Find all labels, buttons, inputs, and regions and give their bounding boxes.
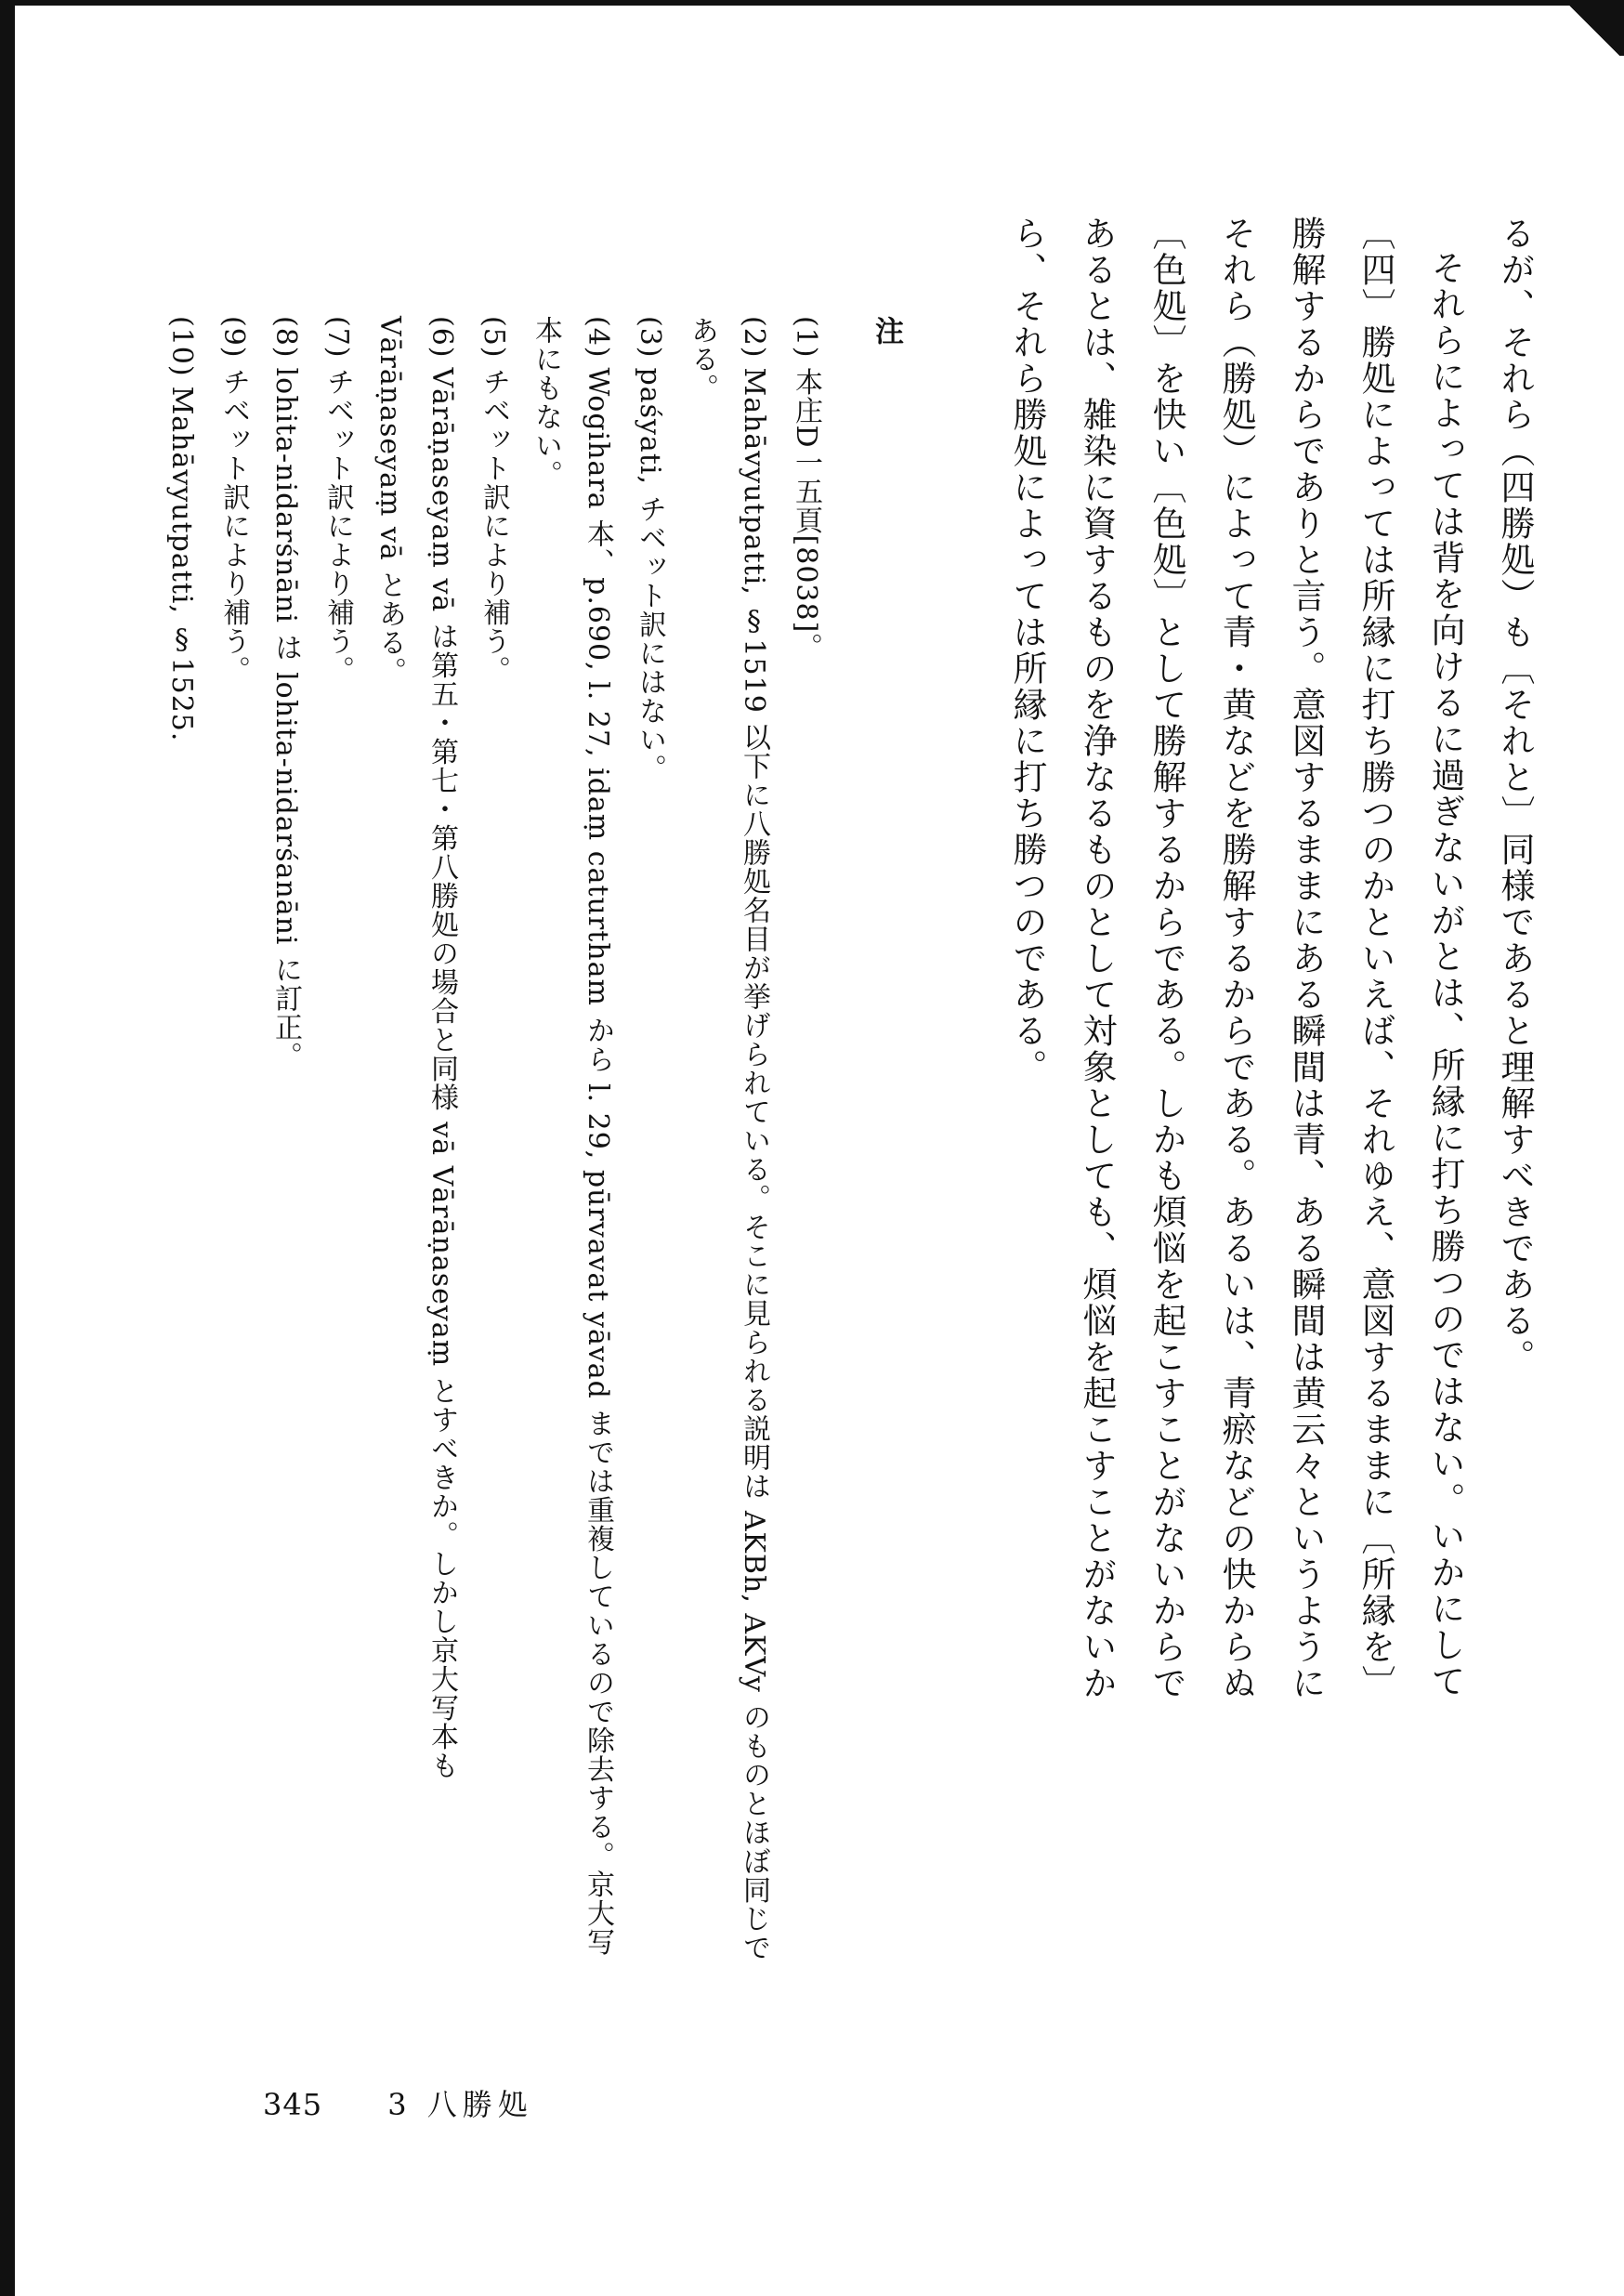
body-paragraph-2: それらによっては背を向けるに過ぎないがとは、所縁に打ち勝つのではない。いかにして〔四〕勝処によっては所縁に打ち勝つのかといえば、それゆえ、意図するままに〔所縁を〕勝解するからでありと言う。意図するままにある瞬間は青、ある瞬間は黄云々というようにそれら（勝処）によって青・黄などを勝解するからである。あるいは、青瘀などの快からぬ〔色処〕を快い〔色処〕として勝解するからである。しかも煩悩を起こすことがないからであるとは、雑染に資するものを浄なるものとして対象としても、煩悩を起こすことがないから、それら勝処によっては所縁に打ち勝つのである。 bbox=[1007, 216, 1465, 1701]
scan-edge-left bbox=[0, 0, 15, 2296]
note-text: 本庄D一五頁[8038]。 bbox=[790, 367, 822, 663]
note-number: (3) bbox=[634, 316, 666, 359]
note-number: (10) bbox=[165, 316, 198, 377]
note-10 bbox=[155, 316, 207, 1970]
note-2 bbox=[675, 316, 779, 1970]
note-3 bbox=[623, 316, 675, 1970]
note-1 bbox=[779, 316, 832, 1970]
note-text: Mahāvyutpatti, §1525. bbox=[165, 386, 198, 742]
note-7 bbox=[311, 316, 363, 1970]
note-number: (7) bbox=[321, 316, 354, 359]
note-text: チベット訳により補う。 bbox=[321, 367, 354, 685]
note-number: (6) bbox=[426, 316, 458, 359]
note-text: Vārāṇaseyaṃ vā は第五・第七・第八勝処の場合と同様 vā Vārāṇaseyaṃ とすべきか。しかし京大写本も Vārāṇaseyaṃ vā とある。 bbox=[373, 316, 458, 1780]
note-4 bbox=[519, 316, 623, 1970]
note-text: チベット訳により補う。 bbox=[478, 367, 510, 685]
note-number: (5) bbox=[478, 316, 510, 359]
scan-corner bbox=[1559, 0, 1624, 56]
note-text: paśyati, チベット訳にはない。 bbox=[634, 367, 666, 783]
page-number: 345 bbox=[263, 2087, 323, 2122]
note-text: Mahāvyutpatti, §1519 以下に八勝処名目が挙げられている。そこに見られる説明は AKBh, AKVy のものとほぼ同じである。 bbox=[686, 316, 770, 1962]
note-number: (2) bbox=[738, 316, 770, 359]
note-6 bbox=[363, 316, 467, 1970]
note-number: (8) bbox=[269, 316, 302, 359]
section-title: 3 八勝処 bbox=[387, 2087, 533, 2122]
note-number: (4) bbox=[582, 316, 614, 359]
page-footer bbox=[263, 2081, 533, 2124]
main-body-text bbox=[899, 216, 1550, 1721]
note-9 bbox=[207, 316, 259, 1970]
notes-heading: 注 bbox=[870, 316, 903, 346]
body-paragraph-1: るが、それら（四勝処）も〔それと〕同様であると理解すべきである。 bbox=[1495, 216, 1535, 1375]
scan-edge-top bbox=[0, 0, 1624, 6]
note-number: (1) bbox=[790, 316, 822, 359]
note-text: lohita-nidarśnāni は lohita-nidarśanāni に訂正。 bbox=[269, 367, 302, 1071]
notes-section bbox=[165, 316, 941, 1970]
note-number: (9) bbox=[217, 316, 250, 359]
note-8 bbox=[259, 316, 311, 1970]
note-text: Wogihara 本、p.690, l. 27, idaṃ caturtham から l. 29, pūrvavat yāvad までは重複しているので除去する。京大写本にもない。 bbox=[530, 316, 614, 1957]
note-5 bbox=[467, 316, 519, 1970]
note-text: チベット訳により補う。 bbox=[217, 367, 250, 685]
